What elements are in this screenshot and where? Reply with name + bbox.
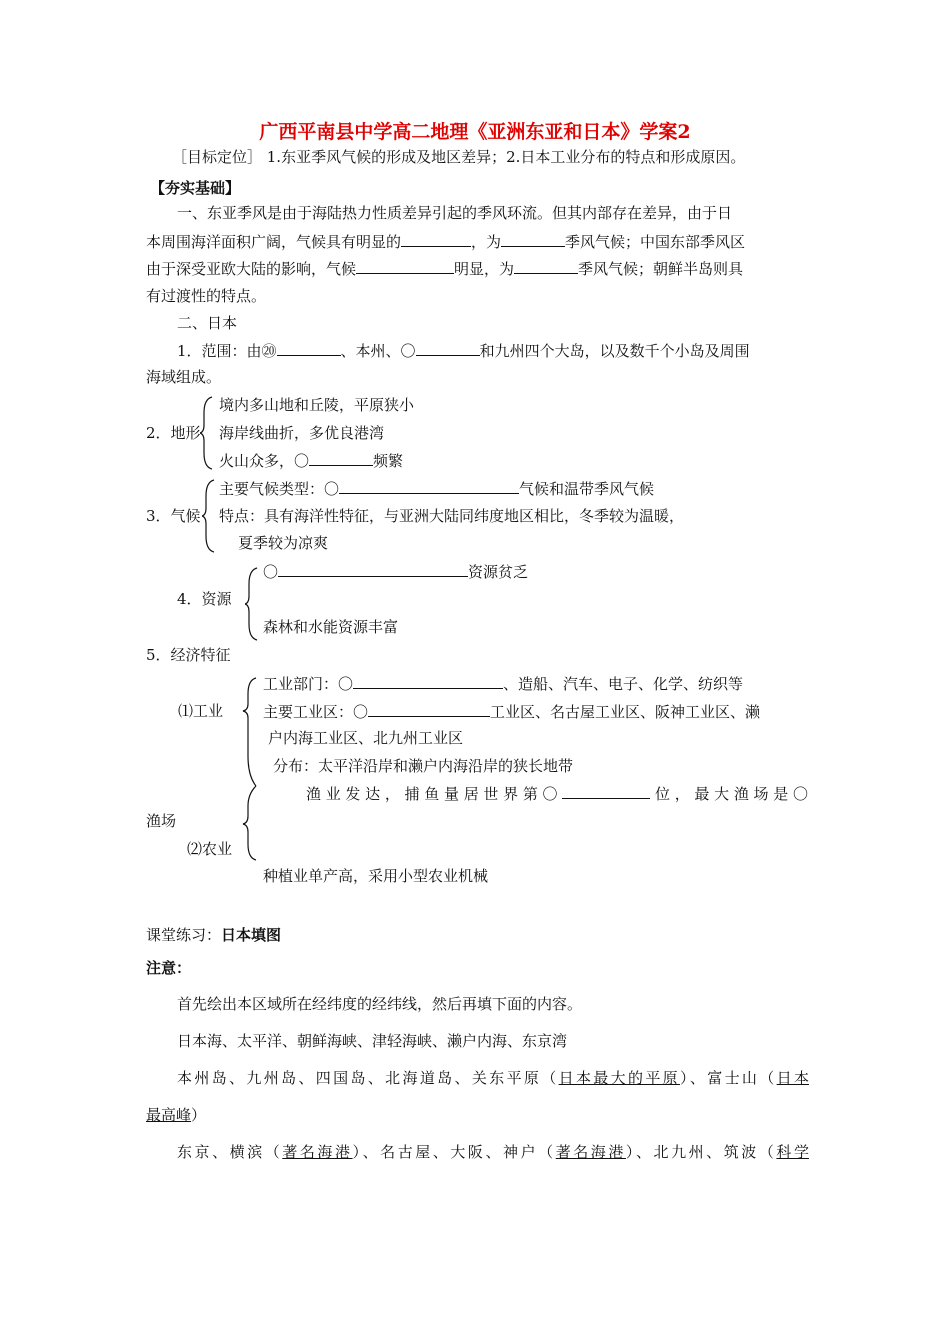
- practice-p1: 首先绘出本区域所在经纬度的经纬线，然后再填下面的内容。: [177, 995, 583, 1013]
- resource-item-1: 〇 资源贫乏: [263, 563, 529, 581]
- industry-item-2: 主要工业区：〇 工业区、名古屋工业区、阪神工业区、濑: [263, 703, 761, 721]
- note-label: 注意：: [146, 959, 192, 977]
- industry-item-4: 分布：太平洋沿岸和濑户内海沿岸的狭长地带: [273, 757, 574, 775]
- fishery-line: 渔业发达，捕鱼量居世界第〇 位，最大渔场是〇: [306, 785, 808, 803]
- practice-label: 课堂练习：日本填图: [146, 926, 282, 944]
- blank-ocean-climate[interactable]: [401, 231, 471, 247]
- resource-brace: [245, 566, 259, 642]
- document-title: 广西平南县中学高二地理《亚洲东亚和日本》学案2: [259, 121, 691, 143]
- monsoon-line-1: 一、东亚季风是由于海陆热力性质差异引起的季风环流。但其内部存在差异，由于日: [177, 204, 733, 222]
- climate-brace: [202, 478, 216, 554]
- japan-heading: 二、日本: [177, 314, 238, 332]
- section-basics: 【夯实基础】: [150, 179, 241, 197]
- blank-mineral[interactable]: [278, 561, 468, 577]
- blank-japan-monsoon[interactable]: [501, 231, 565, 247]
- blank-earthquake[interactable]: [309, 450, 373, 466]
- agriculture-label: ⑵农业: [187, 840, 233, 858]
- terrain-label: 2．地形: [146, 424, 201, 442]
- resource-item-2: 森林和水能资源丰富: [263, 618, 399, 636]
- blank-keihin[interactable]: [368, 701, 490, 717]
- industry-label: ⑴工业: [178, 702, 224, 720]
- industry-item-3: 户内海工业区、北九州工业区: [268, 729, 464, 747]
- terrain-brace: [200, 395, 214, 471]
- goal-line: ［目标定位］ 1.东亚季风气候的形成及地区差异；2.日本工业分布的特点和形成原因。: [172, 148, 746, 166]
- monsoon-line-2: 本周围海洋面积广阔，气候具有明显的 ，为 季风气候；中国东部季风区: [146, 233, 746, 251]
- terrain-item-1: 境内多山地和丘陵，平原狭小: [219, 396, 415, 414]
- blank-continental-climate[interactable]: [356, 258, 454, 274]
- terrain-item-2: 海岸线曲折，多优良港湾: [219, 424, 385, 442]
- economy-label: 5．经济特征: [146, 646, 231, 664]
- scope-line: 1．范围：由⑳ 、本州、〇 和九州四个大岛，以及数千个小岛及周围: [177, 342, 750, 360]
- climate-item-3: 夏季较为凉爽: [238, 534, 329, 552]
- fishery-line-2: 渔场: [146, 812, 177, 830]
- blank-fish-rank[interactable]: [562, 783, 650, 799]
- blank-hokkaido[interactable]: [277, 340, 341, 356]
- practice-p2: 日本海、太平洋、朝鲜海峡、津轻海峡、濑户内海、东京湾: [177, 1032, 568, 1050]
- blank-steel[interactable]: [353, 673, 503, 689]
- practice-p4: 东京、横滨（著名海港）、名古屋、大阪、神户（著名海港）、北九州、筑波（科学: [177, 1143, 809, 1161]
- industry-item-1: 工业部门：〇 、造船、汽车、电子、化学、纺织等: [263, 675, 744, 693]
- practice-p3: 本州岛、九州岛、四国岛、北海道岛、关东平原（日本最大的平原）、富士山（日本: [177, 1069, 809, 1087]
- economy-brace: [240, 676, 260, 862]
- monsoon-line-4: 有过渡性的特点。: [146, 287, 267, 305]
- climate-label: 3．气候: [146, 507, 201, 525]
- practice-p3-cont: 最高峰）: [146, 1106, 207, 1124]
- scope-line-2: 海域组成。: [146, 368, 222, 386]
- agriculture-item: 种植业单产高，采用小型农业机械: [263, 867, 489, 885]
- climate-item-2: 特点：具有海洋性特征，与亚洲大陆同纬度地区相比，冬季较为温暖，: [219, 507, 685, 525]
- climate-item-1: 主要气候类型：〇 气候和温带季风气候: [219, 480, 655, 498]
- terrain-item-3: 火山众多，〇 频繁: [219, 452, 404, 470]
- resource-label: 4．资源: [177, 590, 232, 608]
- blank-shikoku[interactable]: [416, 340, 480, 356]
- blank-climate-type[interactable]: [339, 478, 519, 494]
- monsoon-line-3: 由于深受亚欧大陆的影响，气候 明显，为 季风气候；朝鲜半岛则具: [146, 260, 744, 278]
- blank-china-monsoon[interactable]: [514, 258, 578, 274]
